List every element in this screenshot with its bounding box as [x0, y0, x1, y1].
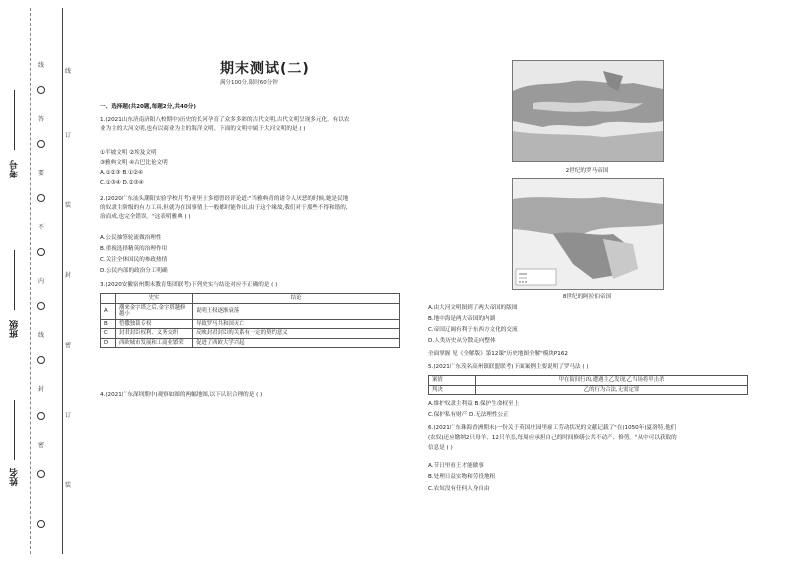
margin-label-class: 班级 [10, 320, 20, 338]
q5-case-table [428, 375, 748, 395]
table-header-cell: 史实 [116, 294, 193, 304]
table-cell: 乙的行为合法,无需定罪 [476, 385, 748, 395]
q2-stem-line3: 治而成,也完全错误。"这表明雅典 ( ) [100, 214, 191, 220]
q1-option-line: A.①②③ B.①②④ [100, 170, 143, 176]
table-row [101, 329, 400, 339]
table-row [101, 303, 400, 319]
table-cell: 导致罗马共和国灭亡 [193, 319, 400, 329]
table-cell: 说明王权逐渐衰落 [193, 303, 400, 319]
table-cell: 潮来金字塔之后,金字塔越修越小 [116, 303, 193, 319]
q5-stem: 5.(2021广东茂名高州镇联盟联考)下面案例主要说明了罗马法 ( ) [428, 364, 589, 370]
margin-char: 密 [64, 342, 71, 349]
table-header-cell: 结论 [193, 294, 400, 304]
q3-stem: 3.(2020安徽宿州期末教育集团联考)下列史实与结论对应不正确的是 ( ) [100, 282, 278, 288]
q6-option-a: A.节日里看王才能做事 [428, 463, 484, 469]
q4-option-d: D.人类历史从分散走向整体 [428, 338, 496, 344]
margin-circle [37, 248, 45, 256]
q2-option-c: C.关注全体国民的参政热情 [100, 257, 168, 263]
map1-caption: 2世纪的罗马帝国 [565, 168, 609, 174]
table-cell: 促进了西欧大学兴起 [193, 338, 400, 348]
margin-circle [37, 302, 45, 310]
q4-reference-note: 全面掌握 见《全解版》第12课"历史地图全解"模块P162 [428, 351, 568, 357]
margin-char: 答 [37, 116, 44, 123]
q2-option-d: D.公民内部的政治分工明确 [100, 268, 168, 274]
q4-option-a: A.由大河文明图到了两大帝国的版图 [428, 305, 518, 311]
name-blank [14, 400, 15, 460]
table-cell: C [101, 329, 116, 339]
margin-char: 线 [37, 332, 44, 339]
q6-option-c: C.农奴没有任何人身自由 [428, 486, 490, 492]
margin-label-id: 考号 [10, 160, 20, 178]
margin-char: 线 [64, 68, 71, 75]
page-subtitle: 满分100分,限时60分钟 [220, 80, 278, 86]
margin-circle [37, 140, 45, 148]
q6-stem-line3: 信息是 ( ) [428, 445, 453, 451]
class-blank [14, 250, 15, 310]
table-header-row [101, 294, 400, 304]
margin-char: 订 [64, 412, 71, 419]
q2-stem-line1: 2.(2020广东汕头潮阳实验学校月考)亚里士多德曾经评论道:"当雅典青的诸令人厌恶的时候,她是民地 [100, 196, 349, 202]
margin-char: 线 [37, 62, 44, 69]
table-cell: 反映封君封臣的关系有一定的契约意义 [193, 329, 400, 339]
margin-char: 内 [37, 278, 44, 285]
table-row [101, 319, 400, 329]
q5-options-cd: C.保护私有财产 D.无法理性公正 [428, 412, 509, 418]
margin-char: 密 [37, 442, 44, 449]
section-heading: 一、选择题(共20题,每题2分,共40分) [100, 104, 196, 110]
table-row [101, 338, 400, 348]
table-cell: A [101, 303, 116, 319]
table-cell: 西欧城市发展和工商业繁荣 [116, 338, 193, 348]
q2-stem-line2: 的奴隶主阶级的有力工具,但就为在国事情上一般都时能作出,由于这个缘故,我们对于那些不得和谐的, [100, 205, 348, 211]
margin-char: 订 [64, 132, 71, 139]
seal-line-outer [62, 8, 63, 554]
table-cell: B [101, 319, 116, 329]
margin-char: 封 [37, 386, 44, 393]
page-title: 期末测试(二) [220, 61, 310, 77]
roman-empire-map-image [513, 61, 663, 161]
q5-options-ab: A.维护奴隶主利益 B.保护生命权至上 [428, 401, 520, 407]
q6-stem-line1: 6.(2021广东珠海香洲期末)一份关于英国庄园里雇工劳动状况的文献记载了"在(1050年)夏洛特,他们 [428, 425, 677, 431]
table-header-cell [101, 294, 116, 304]
table-cell: 判决 [429, 385, 476, 395]
margin-char: 不 [37, 224, 44, 231]
table-cell: 封君封臣权利、义务交织 [116, 329, 193, 339]
table-cell: 案情 [429, 376, 476, 386]
margin-char: 装 [64, 202, 71, 209]
margin-circle [37, 412, 45, 420]
margin-circle [37, 356, 45, 364]
table-cell: 恺撒独裁专权 [116, 319, 193, 329]
table-cell: D [101, 338, 116, 348]
margin-char: 装 [64, 482, 71, 489]
arab-empire-map-image [513, 179, 663, 289]
seal-line-inner [30, 8, 31, 554]
q2-option-b: B.重视选择精英的治理作用 [100, 246, 168, 252]
margin-char: 要 [37, 170, 44, 177]
map2-caption: 8世纪的阿拉伯帝国 [562, 294, 612, 300]
q6-option-b: B.处理日益实物和劳役地租 [428, 474, 496, 480]
q4-stem: 4.(2021广东深圳期中)观察如图的两幅地图,以下认识合理的是 ( ) [100, 392, 263, 398]
margin-circle [37, 194, 45, 202]
roman-empire-map [512, 60, 664, 162]
q1-option-line: ①半坡文明 ②埃及文明 [100, 150, 157, 156]
q3-table [100, 293, 400, 348]
table-row [429, 376, 748, 386]
margin-circle [37, 520, 45, 528]
q1-stem-line1: 1.(2021山东济南济阳八校期中)历史的长河孕育了众多多彩的古代文明,古代文明呈现多元化。有以农 [100, 117, 350, 123]
margin-circle [37, 470, 45, 478]
q4-option-c: C.帝国辽阔有利于东西方文化的交流 [428, 327, 518, 333]
q4-option-b: B.地中海是两大帝国的内湖 [428, 316, 496, 322]
id-blank [14, 90, 15, 150]
q1-option-line: ③雅典文明 ④古巴比伦文明 [100, 160, 168, 166]
table-cell: 甲在街间行凶,遭遇主乙发现,乙当场将甲击杀 [476, 376, 748, 386]
q6-stem-line2: (农奴)还应缴纳2只母羊、12只羊羔,每周应承担自己的时间修缮公共不动产、修剪。"从中可以获取的 [428, 435, 677, 441]
margin-label-name: 姓名 [10, 468, 20, 486]
q1-stem-line2: 业为主的大河文明,也有以商业为主的海洋文明。下面的文明中属于大河文明的是 ( ) [100, 126, 306, 132]
q2-option-a: A.公民抽签轮流做治理性 [100, 235, 162, 241]
arab-empire-map [512, 178, 664, 290]
binding-margin [0, 0, 80, 562]
margin-char: 封 [64, 272, 71, 279]
margin-circle [37, 86, 45, 94]
table-row [429, 385, 748, 395]
q1-option-line: C.①③④ D.②③④ [100, 180, 144, 186]
